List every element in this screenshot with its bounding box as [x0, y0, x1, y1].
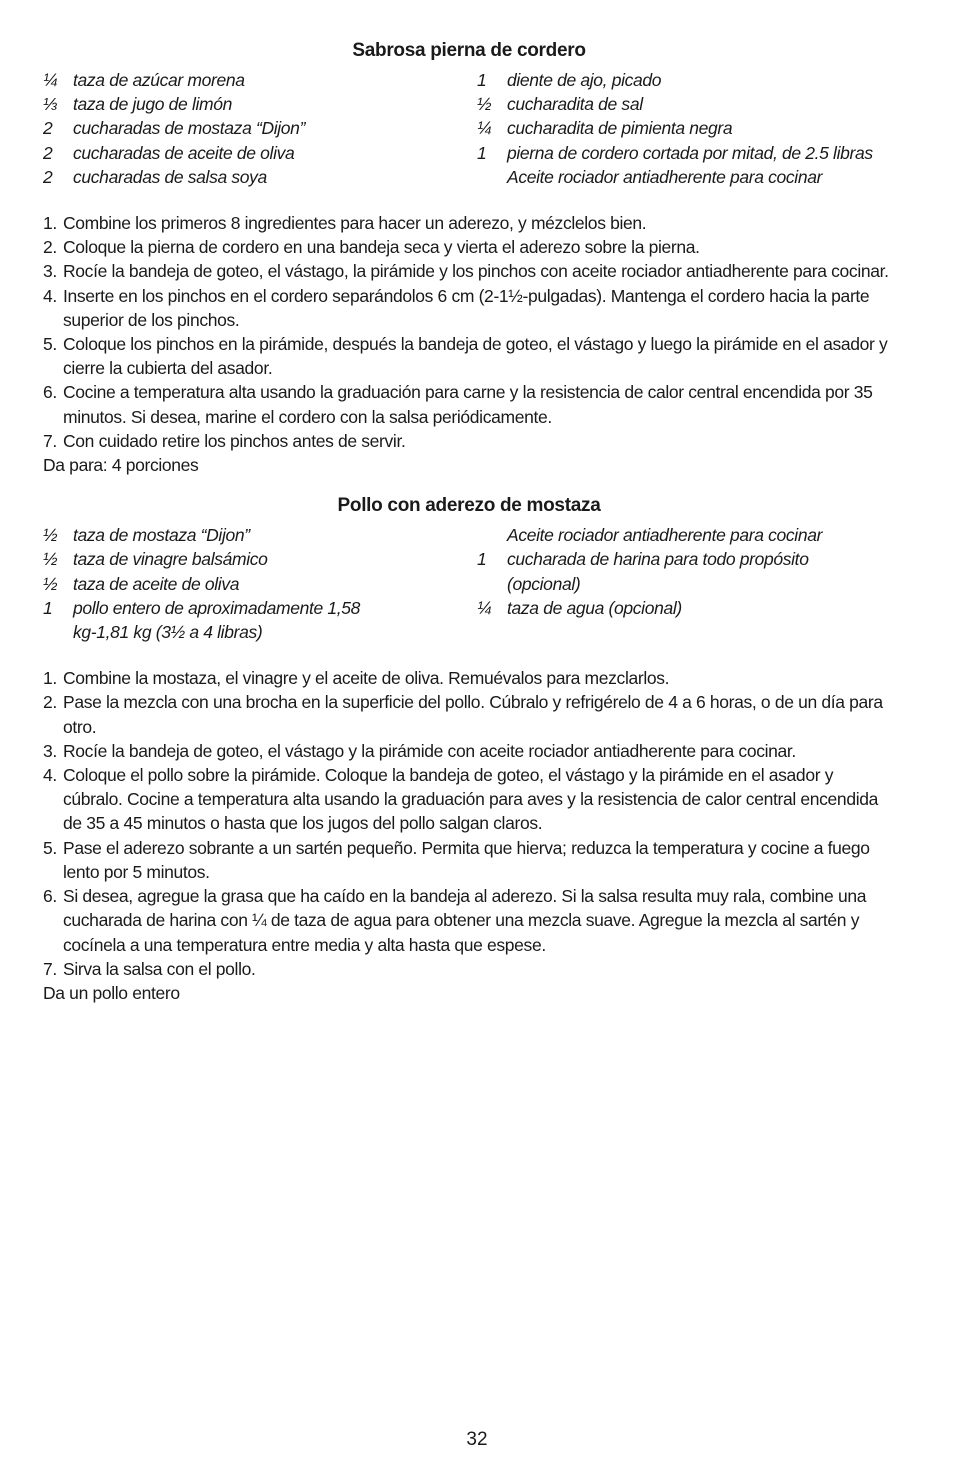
ingredients-column-left [43, 523, 477, 644]
ingredient-text: cucharada de harina para todo propósito (opcional) [507, 549, 809, 594]
ingredient-qty: 1 [477, 549, 487, 570]
ingredient-item [43, 547, 477, 571]
step-text: Pase el aderezo sobrante a un sartén pequeño. Permita que hierva; reduzca la temperatura y cocine a fuego lento por 5 minutos. [63, 837, 870, 882]
step-text: Inserte en los pinchos en el cordero separándolos 6 cm (2-1½-pulgadas). Mantenga el cordero hacia la parte superior de los pinchos. [63, 285, 870, 330]
ingredient-text: taza de jugo de limón [73, 94, 233, 115]
ingredient-text: cucharadas de salsa soya [73, 166, 267, 187]
step-number: 3. [43, 740, 57, 761]
ingredient-qty: ¼ [43, 70, 58, 90]
steps-list [43, 211, 895, 453]
ingredient-qty: ¼ [477, 597, 492, 618]
ingredient-qty: ½ [43, 525, 58, 546]
step-item [43, 836, 895, 884]
ingredient-qty: 2 [43, 166, 53, 187]
ingredient-text: cucharadas de mostaza “Dijon” [73, 118, 306, 139]
step-number: 2. [43, 237, 57, 258]
ingredient-text: pollo entero de aproximadamente 1,58 kg-1,81 kg (3½ a 4 libras) [73, 597, 361, 643]
step-item [43, 690, 895, 738]
ingredient-qty: 2 [43, 142, 53, 163]
ingredient-item [43, 572, 477, 596]
ingredient-item [43, 165, 477, 189]
recipe-yield: Da un pollo entero [43, 982, 180, 1003]
ingredient-qty: ¼ [477, 118, 492, 139]
ingredient-qty [477, 165, 507, 189]
ingredients-column-right [477, 68, 895, 189]
ingredient-qty [477, 523, 507, 547]
step-number: 1. [43, 213, 57, 234]
recipe-yield: Da para: 4 porciones [43, 455, 199, 476]
recipe-lamb [43, 36, 895, 477]
step-number: 4. [43, 285, 57, 306]
ingredient-text: Aceite rociador antiadherente para cocinar [507, 525, 823, 546]
ingredient-item [43, 116, 477, 140]
ingredient-qty: ½ [43, 549, 58, 570]
step-item [43, 380, 895, 428]
ingredient-text: taza de aceite de oliva [73, 573, 240, 594]
step-item [43, 957, 895, 981]
step-number: 7. [43, 958, 57, 979]
ingredient-item [43, 596, 477, 644]
ingredient-qty: ⅓ [43, 94, 58, 115]
ingredient-item [477, 68, 895, 92]
ingredient-item [477, 141, 895, 165]
ingredient-text: taza de vinagre balsámico [73, 549, 268, 570]
ingredients-list [43, 523, 895, 644]
ingredient-text: taza de agua (opcional) [507, 597, 682, 618]
step-number: 5. [43, 837, 57, 858]
ingredient-item [477, 165, 895, 189]
step-text: Pase la mezcla con una brocha en la superficie del pollo. Cúbralo y refrigérelo de 4 a 6 horas, o de un día para otro. [63, 692, 883, 737]
step-number: 3. [43, 261, 57, 282]
ingredient-item [43, 92, 477, 116]
page-number: 32 [466, 1429, 488, 1450]
step-item [43, 763, 895, 836]
ingredient-qty: ½ [43, 573, 58, 594]
ingredient-text: cucharadita de pimienta negra [507, 118, 733, 139]
recipe-title: Sabrosa pierna de cordero [352, 40, 586, 61]
ingredient-item [477, 523, 895, 547]
step-item [43, 259, 895, 283]
step-item [43, 332, 895, 380]
ingredient-text: taza de mostaza “Dijon” [73, 525, 250, 546]
ingredient-text: cucharadita de sal [507, 94, 643, 115]
step-number: 5. [43, 334, 57, 355]
ingredient-item [43, 141, 477, 165]
ingredient-item [477, 547, 895, 595]
steps-list [43, 666, 895, 981]
step-text: Combine los primeros 8 ingredientes para hacer un aderezo, y mézclelos bien. [63, 213, 647, 234]
step-item [43, 284, 895, 332]
ingredient-text: taza de azúcar morena [73, 70, 245, 90]
step-item [43, 235, 895, 259]
ingredients-column-right [477, 523, 895, 644]
step-item [43, 884, 895, 957]
step-item [43, 739, 895, 763]
step-number: 6. [43, 382, 57, 403]
step-text: Rocíe la bandeja de goteo, el vástago, la pirámide y los pinchos con aceite rociador antiadherente para cocinar. [63, 261, 889, 282]
step-number: 2. [43, 692, 57, 713]
step-item [43, 211, 895, 235]
ingredient-qty: 1 [43, 597, 53, 618]
ingredient-text: diente de ajo, picado [507, 70, 662, 90]
ingredient-qty: 1 [477, 70, 487, 90]
step-text: Con cuidado retire los pinchos antes de servir. [63, 430, 406, 451]
recipe-chicken [43, 491, 895, 1005]
step-number: 6. [43, 886, 57, 907]
recipe-title: Pollo con aderezo de mostaza [337, 495, 601, 517]
ingredient-text: cucharadas de aceite de oliva [73, 142, 295, 163]
ingredients-column-left [43, 68, 477, 189]
step-number: 7. [43, 430, 57, 451]
ingredient-item [43, 523, 477, 547]
step-text: Coloque la pierna de cordero en una bandeja seca y vierta el aderezo sobre la pierna. [63, 237, 700, 258]
ingredient-text: pierna de cordero cortada por mitad, de 2.5 libras [507, 142, 873, 163]
step-text: Rocíe la bandeja de goteo, el vástago y la pirámide con aceite rociador antiadherente para cocinar. [63, 740, 796, 761]
ingredient-item [477, 92, 895, 116]
step-text: Combine la mostaza, el vinagre y el aceite de oliva. Remuévalos para mezclarlos. [63, 668, 670, 689]
step-text: Si desea, agregue la grasa que ha caído en la bandeja al aderezo. Si la salsa resulta muy rala, combine una cucharada de harina con ¼ de taza de agua para obtener una mezcla suave. Agregue la mezcla al sartén y cocínela a una temperatura entre media y alta hasta que espese. [63, 886, 867, 955]
ingredient-item [477, 596, 895, 620]
ingredient-qty: ½ [477, 94, 492, 115]
ingredient-qty: 2 [43, 118, 53, 139]
ingredient-item [477, 116, 895, 140]
step-text: Coloque el pollo sobre la pirámide. Coloque la bandeja de goteo, el vástago y la pirámide en el asador y cúbralo. Cocine a temperatura alta usando la graduación para aves y la resistencia de calor central encendida de 35 a 45 minutos o hasta que los jugos del pollo salgan claros. [63, 765, 879, 834]
step-number: 1. [43, 668, 57, 689]
step-number: 4. [43, 765, 57, 786]
step-text: Coloque los pinchos en la pirámide, después la bandeja de goteo, el vástago y luego la pirámide en el asador y cierre la cubierta del asador. [63, 334, 888, 379]
step-text: Cocine a temperatura alta usando la graduación para carne y la resistencia de calor central encendida por 35 minutos. Si desea, marine el cordero con la salsa periódicamente. [63, 382, 873, 427]
recipe-page [43, 36, 895, 1005]
step-item [43, 429, 895, 453]
step-item [43, 666, 895, 690]
ingredient-qty: 1 [477, 142, 487, 163]
step-text: Sirva la salsa con el pollo. [63, 958, 256, 979]
ingredient-item [43, 68, 477, 92]
ingredients-list [43, 68, 895, 189]
ingredient-text: Aceite rociador antiadherente para cocinar [507, 166, 823, 187]
